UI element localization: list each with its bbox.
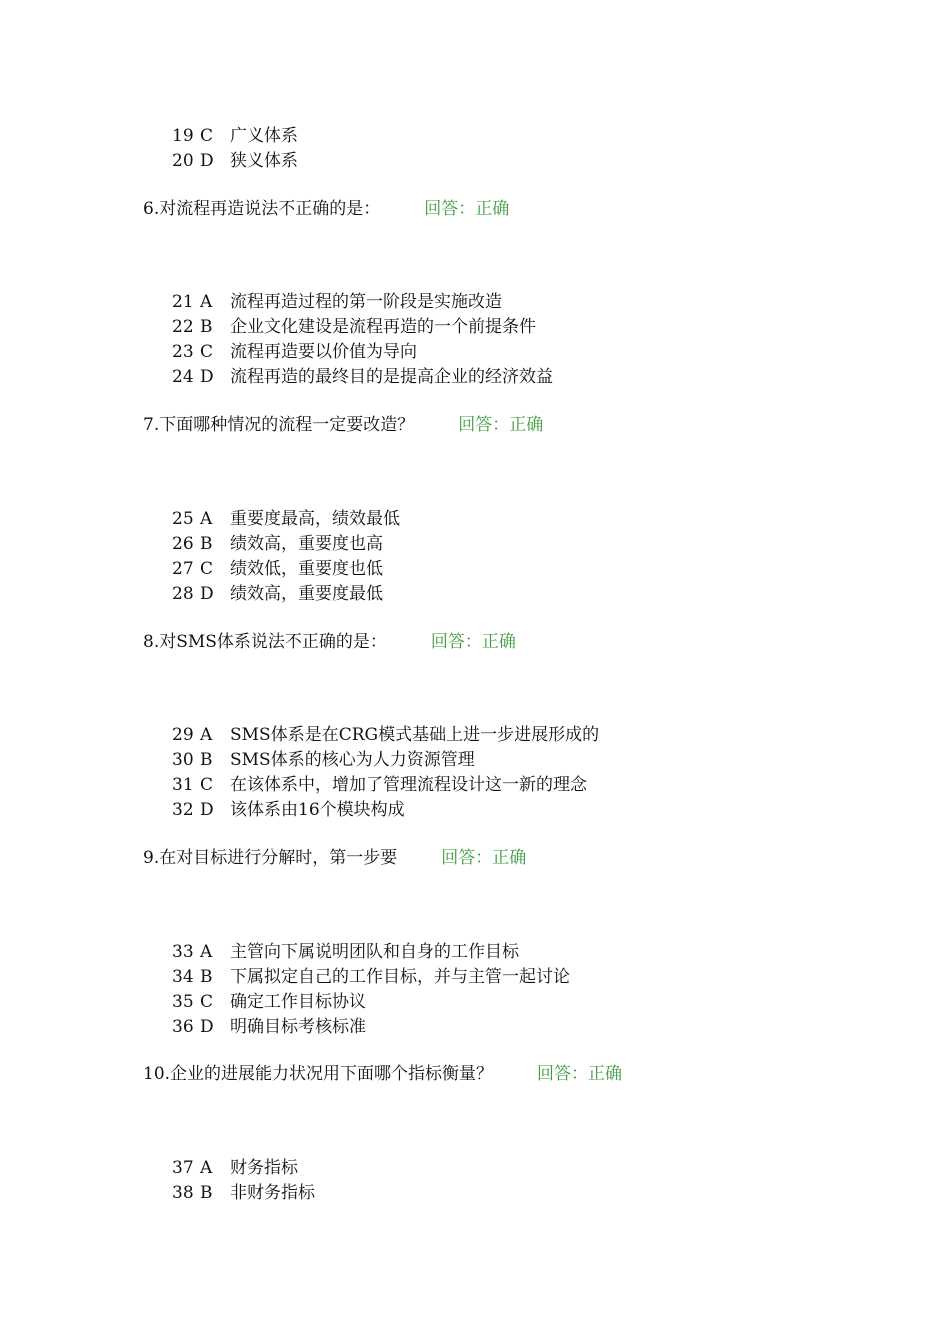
question-text: 6.对流程再造说法不正确的是：	[143, 199, 381, 219]
option-text: SMS体系的核心为人力资源管理	[230, 750, 475, 770]
option-text: 在该体系中，增加了管理流程设计这一新的理念	[230, 775, 587, 795]
option-letter: A	[200, 942, 213, 962]
option-item	[172, 1181, 315, 1205]
option-number: 29	[172, 725, 194, 745]
option-letter: C	[200, 126, 214, 146]
option-text: 绩效高，重要度也高	[230, 534, 383, 554]
option-item	[172, 940, 519, 964]
option-letter: A	[200, 509, 213, 529]
option-text: 该体系由16个模块构成	[230, 800, 405, 820]
option-item	[172, 365, 553, 389]
option-item	[172, 532, 383, 556]
option-text: SMS体系是在CRG模式基础上进一步进展形成的	[230, 725, 600, 745]
option-item	[172, 1156, 298, 1180]
option-letter: D	[200, 584, 214, 604]
question-text: 9.在对目标进行分解时，第一步要	[143, 848, 398, 868]
option-number: 31	[172, 775, 194, 795]
option-number: 19	[172, 126, 194, 146]
option-number: 20	[172, 151, 194, 171]
option-text: 财务指标	[230, 1158, 298, 1178]
option-text: 狭义体系	[230, 151, 298, 171]
option-item	[172, 965, 570, 989]
option-number: 37	[172, 1158, 194, 1178]
option-text: 非财务指标	[230, 1183, 315, 1203]
option-letter: C	[200, 342, 214, 362]
option-text: 绩效低，重要度也低	[230, 559, 383, 579]
option-letter: C	[200, 992, 214, 1012]
option-letter: B	[200, 1183, 213, 1203]
option-letter: D	[200, 367, 214, 387]
option-letter: A	[200, 1158, 213, 1178]
answer-status: 回答：正确	[441, 848, 527, 868]
option-number: 30	[172, 750, 194, 770]
answer-status: 回答：正确	[458, 415, 544, 435]
option-number: 28	[172, 584, 194, 604]
question-6	[143, 197, 509, 221]
option-item	[172, 582, 383, 606]
option-number: 35	[172, 992, 194, 1012]
option-letter: B	[200, 967, 213, 987]
option-text: 重要度最高，绩效最低	[230, 509, 400, 529]
option-item	[172, 315, 536, 339]
option-text: 主管向下属说明团队和自身的工作目标	[230, 942, 519, 962]
option-item	[172, 990, 366, 1014]
question-text: 10.企业的进展能力状况用下面哪个指标衡量？	[143, 1064, 494, 1084]
option-text: 流程再造的最终目的是提高企业的经济效益	[230, 367, 553, 387]
option-number: 27	[172, 559, 194, 579]
option-item	[172, 340, 417, 364]
question-9	[143, 846, 526, 870]
option-letter: D	[200, 151, 214, 171]
option-item	[172, 798, 405, 822]
option-text: 绩效高，重要度最低	[230, 584, 383, 604]
answer-status: 回答：正确	[430, 632, 516, 652]
question-7	[143, 413, 543, 437]
option-item	[172, 748, 475, 772]
question-text: 7.下面哪种情况的流程一定要改造？	[143, 415, 415, 435]
option-number: 24	[172, 367, 194, 387]
option-text: 下属拟定自己的工作目标，并与主管一起讨论	[230, 967, 570, 987]
option-number: 36	[172, 1017, 194, 1037]
option-letter: C	[200, 775, 214, 795]
option-number: 22	[172, 317, 194, 337]
option-item	[172, 723, 599, 747]
option-item	[172, 557, 383, 581]
option-number: 34	[172, 967, 194, 987]
option-item	[172, 290, 502, 314]
option-number: 21	[172, 292, 194, 312]
option-letter: B	[200, 750, 213, 770]
option-letter: B	[200, 534, 213, 554]
option-item	[172, 149, 298, 173]
option-letter: B	[200, 317, 213, 337]
option-text: 广义体系	[230, 126, 298, 146]
option-number: 33	[172, 942, 194, 962]
option-text: 流程再造要以价值为导向	[230, 342, 417, 362]
option-number: 38	[172, 1183, 194, 1203]
option-item	[172, 507, 400, 531]
answer-status: 回答：正确	[424, 199, 510, 219]
question-8	[143, 630, 516, 654]
option-letter: D	[200, 800, 214, 820]
answer-status: 回答：正确	[537, 1064, 623, 1084]
option-letter: A	[200, 292, 213, 312]
option-number: 32	[172, 800, 194, 820]
option-number: 23	[172, 342, 194, 362]
option-number: 25	[172, 509, 194, 529]
option-letter: C	[200, 559, 214, 579]
question-10	[143, 1062, 622, 1086]
option-item	[172, 1015, 366, 1039]
option-number: 26	[172, 534, 194, 554]
option-letter: D	[200, 1017, 214, 1037]
option-text: 企业文化建设是流程再造的一个前提条件	[230, 317, 536, 337]
option-text: 确定工作目标协议	[230, 992, 366, 1012]
question-text: 8.对SMS体系说法不正确的是：	[143, 632, 387, 652]
option-text: 明确目标考核标准	[230, 1017, 366, 1037]
option-item	[172, 124, 298, 148]
option-text: 流程再造过程的第一阶段是实施改造	[230, 292, 502, 312]
option-item	[172, 773, 587, 797]
option-letter: A	[200, 725, 213, 745]
